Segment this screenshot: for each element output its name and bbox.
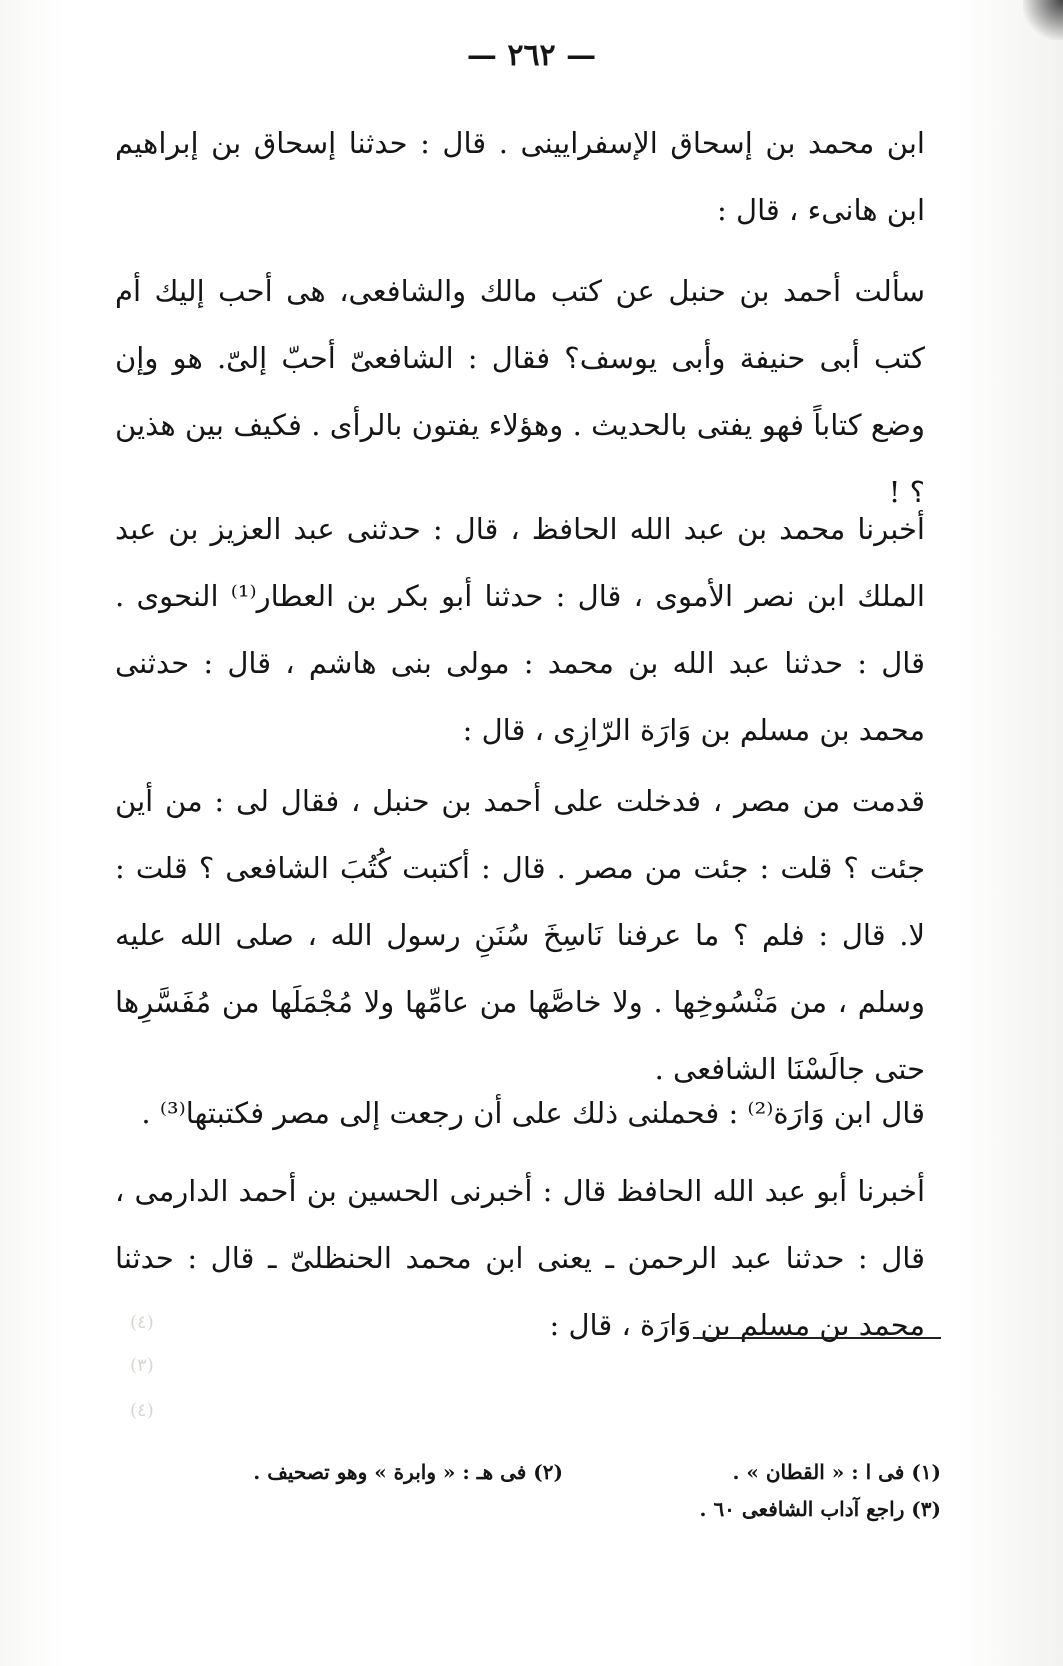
footnote-separator (693, 1337, 941, 1339)
paragraph-text: ابن محمد بن إسحاق الإسفرايينى . قال : حدثنا إسحاق بن إبراهيم ابن هانىء ، قال : (115, 126, 925, 227)
paragraph-text: سألت أحمد بن حنبل عن كتب مالك والشافعى، هى أحب إليك أم كتب أبى حنيفة وأبى يوسف؟ فقال : الشافعىّ أحبّ إلىّ. هو وإن وضع كتاباً فهو يفتى بالحديث . وهؤلاء يفتون بالرأى . فكيف بين هذين ؟ ! (115, 274, 925, 509)
paragraph-question-ahmad (115, 258, 925, 526)
paragraph-text: قال ابن وَارَة⁽²⁾ : فحملنى ذلك على أن رجعت إلى مصر فكتبتها⁽³⁾ . (141, 1096, 925, 1130)
paragraph-isnad-2 (115, 496, 925, 764)
paragraph-isnad-3 (115, 1158, 925, 1359)
page-number: — ٢٦٢ — (466, 38, 597, 73)
footnote-2: (٢) فى هـ : « وابرة » وهو تصحيف . (253, 1460, 563, 1484)
paragraph-text: أخبرنا أبو عبد الله الحافظ قال : أخبرنى الحسين بن أحمد الدارمى ، قال : حدثنا عبد الرحمن ـ يعنى ابن محمد الحنظلىّ ـ قال : حدثنا محمد بن مسلم بن وَارَة ، قال : (115, 1174, 925, 1342)
show-through-text: (٤) (130, 1400, 154, 1421)
footnote-1: (١) فى ا : « القطان » . (732, 1460, 941, 1484)
show-through-text: (٣) (130, 1355, 154, 1376)
paragraph-text: قدمت من مصر ، فدخلت على أحمد بن حنبل ، فقال لى : من أين جئت ؟ قلت : جئت من مصر . قال : أكتبت كُتُبَ الشافعى ؟ قلت : لا. قال : فلم ؟ ما عرفنا نَاسِخَ سُنَنِ رسول الله ، صلى الله عليه وسلم ، من مَنْسُوخِها . ولا خاصَّها من عامِّها ولا مُجْمَلَها من مُفَسَّرِها حتى جالَسْنَا الشافعى . (115, 784, 925, 1086)
footnote-3: (٣) راجع آداب الشافعى ٦٠ . (699, 1497, 941, 1521)
paragraph-narration-egypt (115, 768, 925, 1103)
paragraph-ibn-wara (115, 1080, 925, 1147)
show-through-text: (٤) (130, 1312, 154, 1333)
paragraph-text: أخبرنا محمد بن عبد الله الحافظ ، قال : حدثنى عبد العزيز بن عبد الملك ابن نصر الأموى ، قال : حدثنا أبو بكر بن العطار⁽¹⁾ النحوى . قال : حدثنا عبد الله بن محمد : مولى بنى هاشم ، قال : حدثنى محمد بن مسلم بن وَارَة الرّازِى ، قال : (115, 512, 925, 747)
paragraph-isnad-1 (115, 110, 925, 244)
page-edge-shadow (1023, 0, 1063, 40)
